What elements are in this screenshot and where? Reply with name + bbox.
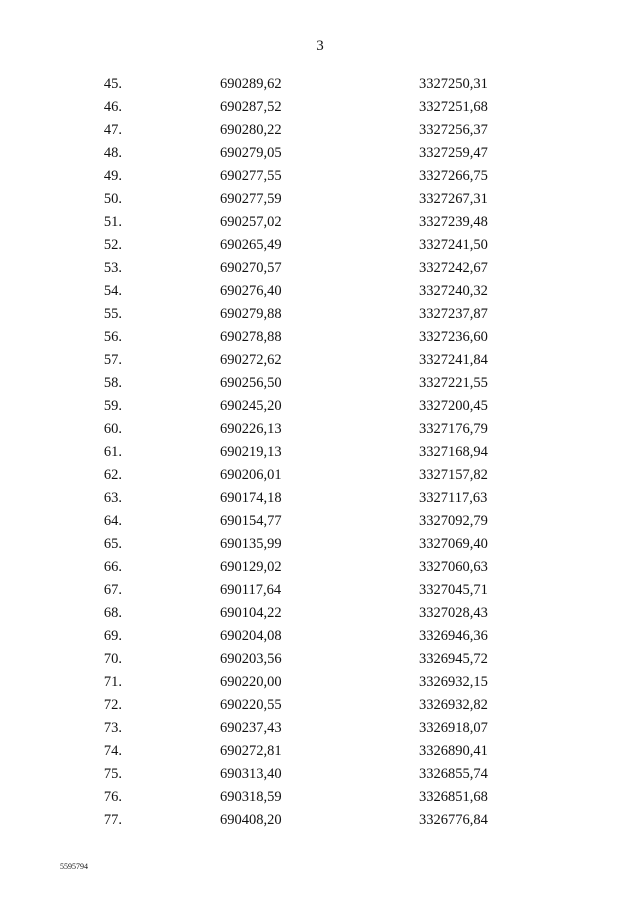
x-coordinate-cell: 690226,13 [220, 421, 282, 437]
y-coordinate-cell: 3327236,60 [419, 329, 488, 345]
table-row [0, 809, 640, 832]
point-number-cell: 57. [103, 352, 122, 368]
y-coordinate-cell: 3327239,48 [419, 214, 488, 230]
point-number-cell: 73. [103, 720, 122, 736]
y-coordinate-cell: 3327117,63 [419, 490, 488, 506]
table-row [0, 165, 640, 188]
table-row [0, 740, 640, 763]
y-coordinate-cell: 3327176,79 [419, 421, 488, 437]
x-coordinate-cell: 690245,20 [220, 398, 282, 414]
point-number-cell: 64. [103, 513, 122, 529]
page-number: 3 [316, 38, 324, 54]
table-row [0, 188, 640, 211]
x-coordinate-cell: 690287,52 [220, 99, 282, 115]
table-row [0, 556, 640, 579]
y-coordinate-cell: 3327157,82 [419, 467, 488, 483]
point-number-cell: 76. [103, 789, 122, 805]
y-coordinate-cell: 3327250,31 [419, 76, 488, 92]
table-row [0, 96, 640, 119]
point-number-cell: 60. [103, 421, 122, 437]
table-row [0, 395, 640, 418]
table-row [0, 579, 640, 602]
table-row [0, 786, 640, 809]
point-number-cell: 70. [103, 651, 122, 667]
table-row [0, 211, 640, 234]
x-coordinate-cell: 690279,05 [220, 145, 282, 161]
x-coordinate-cell: 690408,20 [220, 812, 282, 828]
x-coordinate-cell: 690256,50 [220, 375, 282, 391]
y-coordinate-cell: 3327092,79 [419, 513, 488, 529]
y-coordinate-cell: 3327028,43 [419, 605, 488, 621]
x-coordinate-cell: 690206,01 [220, 467, 282, 483]
point-number-cell: 77. [103, 812, 122, 828]
x-coordinate-cell: 690174,18 [220, 490, 282, 506]
table-row [0, 763, 640, 786]
point-number-cell: 46. [103, 99, 122, 115]
y-coordinate-cell: 3326946,36 [419, 628, 488, 644]
x-coordinate-cell: 690276,40 [220, 283, 282, 299]
point-number-cell: 58. [103, 375, 122, 391]
x-coordinate-cell: 690237,43 [220, 720, 282, 736]
x-coordinate-cell: 690219,13 [220, 444, 282, 460]
table-row [0, 671, 640, 694]
table-row [0, 119, 640, 142]
y-coordinate-cell: 3326855,74 [419, 766, 488, 782]
point-number-cell: 54. [103, 283, 122, 299]
y-coordinate-cell: 3327259,47 [419, 145, 488, 161]
table-row [0, 533, 640, 556]
y-coordinate-cell: 3326932,82 [419, 697, 488, 713]
x-coordinate-cell: 690279,88 [220, 306, 282, 322]
x-coordinate-cell: 690270,57 [220, 260, 282, 276]
table-row [0, 280, 640, 303]
point-number-cell: 52. [103, 237, 122, 253]
y-coordinate-cell: 3327266,75 [419, 168, 488, 184]
x-coordinate-cell: 690278,88 [220, 329, 282, 345]
point-number-cell: 51. [103, 214, 122, 230]
point-number-cell: 48. [103, 145, 122, 161]
x-coordinate-cell: 690289,62 [220, 76, 282, 92]
point-number-cell: 75. [103, 766, 122, 782]
point-number-cell: 61. [103, 444, 122, 460]
x-coordinate-cell: 690117,64 [220, 582, 282, 598]
table-row [0, 694, 640, 717]
x-coordinate-cell: 690204,08 [220, 628, 282, 644]
x-coordinate-cell: 690220,55 [220, 697, 282, 713]
point-number-cell: 63. [103, 490, 122, 506]
x-coordinate-cell: 690154,77 [220, 513, 282, 529]
table-row [0, 234, 640, 257]
x-coordinate-cell: 690135,99 [220, 536, 282, 552]
coordinates-table [0, 73, 640, 832]
y-coordinate-cell: 3327237,87 [419, 306, 488, 322]
table-row [0, 326, 640, 349]
table-row [0, 73, 640, 96]
table-row [0, 717, 640, 740]
x-coordinate-cell: 690257,02 [220, 214, 282, 230]
y-coordinate-cell: 3327060,63 [419, 559, 488, 575]
point-number-cell: 45. [103, 76, 122, 92]
x-coordinate-cell: 690265,49 [220, 237, 282, 253]
y-coordinate-cell: 3327240,32 [419, 283, 488, 299]
y-coordinate-cell: 3327221,55 [419, 375, 488, 391]
table-row [0, 418, 640, 441]
table-row [0, 648, 640, 671]
x-coordinate-cell: 690313,40 [220, 766, 282, 782]
y-coordinate-cell: 3327256,37 [419, 122, 488, 138]
point-number-cell: 71. [103, 674, 122, 690]
table-row [0, 257, 640, 280]
x-coordinate-cell: 690280,22 [220, 122, 282, 138]
y-coordinate-cell: 3326918,07 [419, 720, 488, 736]
table-row [0, 487, 640, 510]
y-coordinate-cell: 3326945,72 [419, 651, 488, 667]
y-coordinate-cell: 3327241,84 [419, 352, 488, 368]
point-number-cell: 66. [103, 559, 122, 575]
point-number-cell: 68. [103, 605, 122, 621]
y-coordinate-cell: 3327242,67 [419, 260, 488, 276]
point-number-cell: 47. [103, 122, 122, 138]
table-row [0, 142, 640, 165]
x-coordinate-cell: 690272,81 [220, 743, 282, 759]
y-coordinate-cell: 3326890,41 [419, 743, 488, 759]
point-number-cell: 49. [103, 168, 122, 184]
y-coordinate-cell: 3327045,71 [419, 582, 488, 598]
x-coordinate-cell: 690272,62 [220, 352, 282, 368]
x-coordinate-cell: 690203,56 [220, 651, 282, 667]
point-number-cell: 56. [103, 329, 122, 345]
table-row [0, 303, 640, 326]
y-coordinate-cell: 3326851,68 [419, 789, 488, 805]
point-number-cell: 55. [103, 306, 122, 322]
x-coordinate-cell: 690104,22 [220, 605, 282, 621]
x-coordinate-cell: 690318,59 [220, 789, 282, 805]
y-coordinate-cell: 3327200,45 [419, 398, 488, 414]
document-code: 5595794 [60, 862, 88, 871]
point-number-cell: 62. [103, 467, 122, 483]
table-row [0, 464, 640, 487]
point-number-cell: 65. [103, 536, 122, 552]
point-number-cell: 69. [103, 628, 122, 644]
x-coordinate-cell: 690129,02 [220, 559, 282, 575]
y-coordinate-cell: 3327168,94 [419, 444, 488, 460]
point-number-cell: 59. [103, 398, 122, 414]
point-number-cell: 74. [103, 743, 122, 759]
y-coordinate-cell: 3326932,15 [419, 674, 488, 690]
table-row [0, 602, 640, 625]
table-row [0, 441, 640, 464]
point-number-cell: 50. [103, 191, 122, 207]
y-coordinate-cell: 3327267,31 [419, 191, 488, 207]
table-row [0, 372, 640, 395]
y-coordinate-cell: 3327251,68 [419, 99, 488, 115]
point-number-cell: 67. [103, 582, 122, 598]
x-coordinate-cell: 690277,59 [220, 191, 282, 207]
point-number-cell: 53. [103, 260, 122, 276]
table-row [0, 625, 640, 648]
y-coordinate-cell: 3327069,40 [419, 536, 488, 552]
point-number-cell: 72. [103, 697, 122, 713]
x-coordinate-cell: 690220,00 [220, 674, 282, 690]
table-row [0, 510, 640, 533]
x-coordinate-cell: 690277,55 [220, 168, 282, 184]
y-coordinate-cell: 3326776,84 [419, 812, 488, 828]
y-coordinate-cell: 3327241,50 [419, 237, 488, 253]
table-row [0, 349, 640, 372]
